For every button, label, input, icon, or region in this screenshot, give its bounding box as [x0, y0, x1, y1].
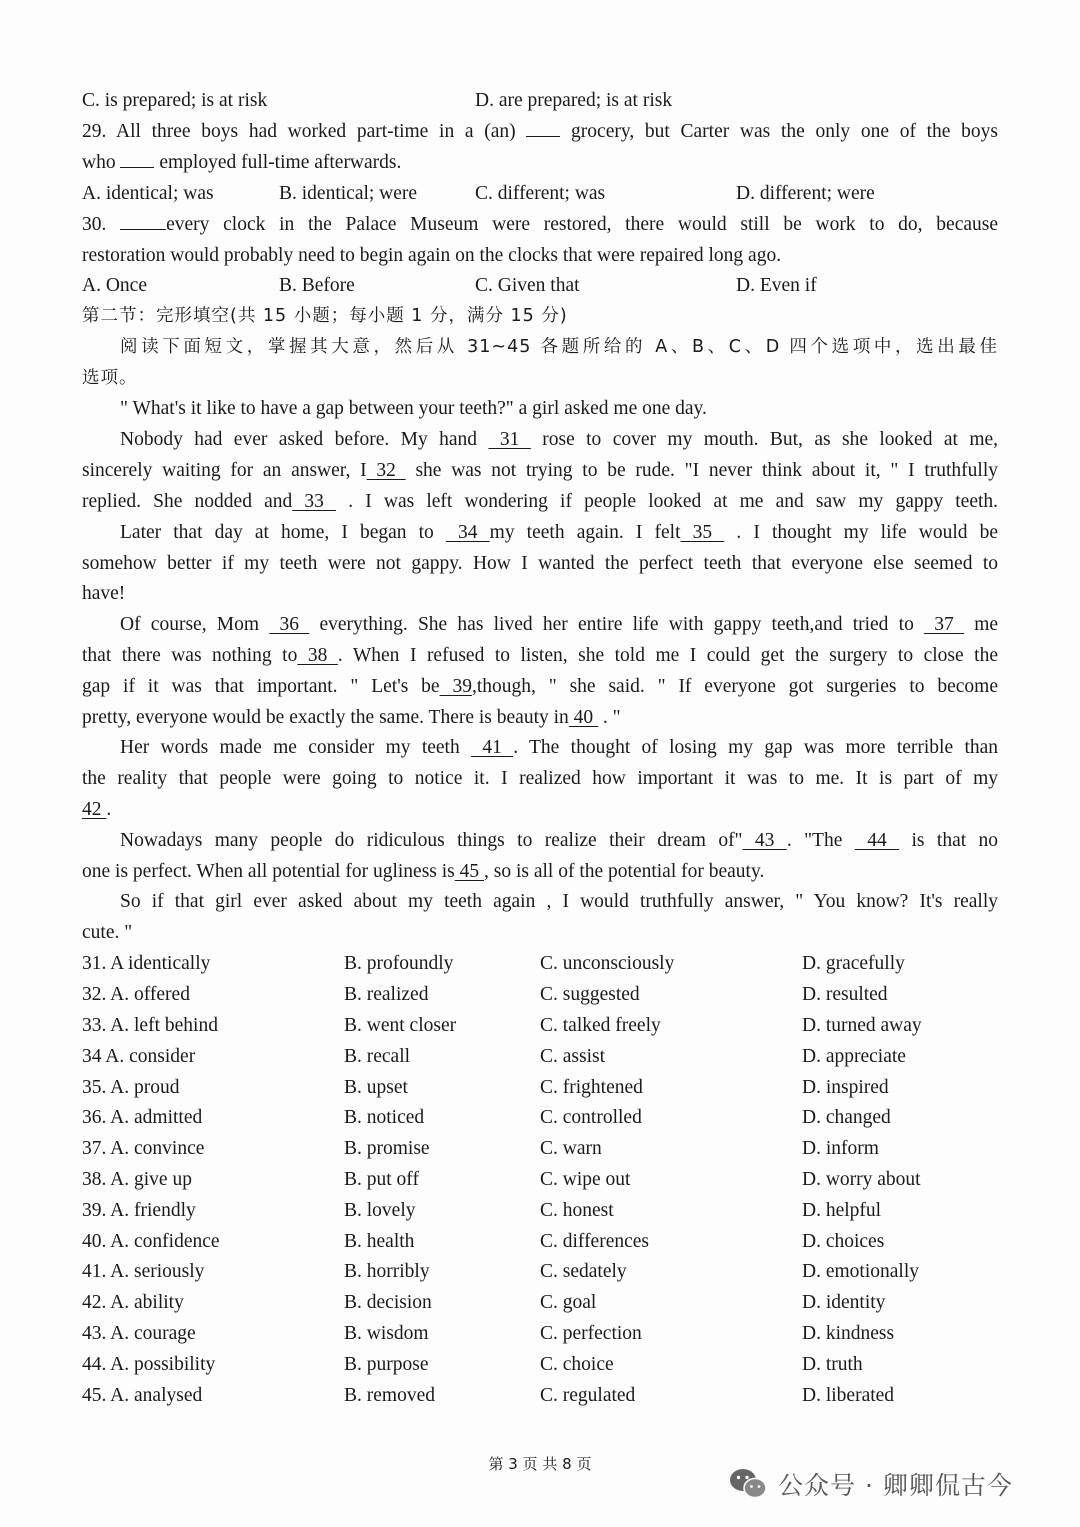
q30-stem-line2: restoration would probably need to begin again on the clocks that were repaired long ago. [82, 245, 782, 266]
option-40-a: 40. A. confidence [82, 1231, 220, 1252]
blank-33: 33 [292, 491, 337, 512]
option-43-d: D. kindness [802, 1323, 895, 1344]
q29-stem-line2: who employed full-time afterwards. [82, 147, 998, 178]
blank-35: 35 [680, 522, 725, 543]
option-34-b: B. recall [344, 1046, 411, 1067]
q28-option-c: C. is prepared; is at risk [82, 90, 268, 111]
option-41-a: 41. A. seriously [82, 1261, 205, 1282]
option-39-a: 39. A. friendly [82, 1200, 196, 1221]
blank-39: 39 [439, 676, 472, 697]
option-45-d: D. liberated [802, 1385, 895, 1406]
option-31-c: C. unconsciously [540, 953, 675, 974]
watermark-text: 公众号 · 卿卿侃古今 [778, 1471, 1013, 1500]
blank-31: 31 [488, 429, 531, 450]
option-39-b: B. lovely [344, 1200, 416, 1221]
passage-line-17: So if that girl ever asked about my teeth again , I would truthfully answer, " You know? It's really [120, 891, 998, 912]
option-37-a: 37. A. convince [82, 1138, 205, 1159]
option-33-a: 33. A. left behind [82, 1015, 218, 1036]
option-44-d: D. truth [802, 1354, 863, 1375]
option-40-b: B. health [344, 1231, 415, 1252]
q30-option-d: D. Even if [736, 275, 817, 296]
blank-44: 44 [854, 830, 900, 851]
option-35-c: C. frightened [540, 1077, 643, 1098]
option-43-c: C. perfection [540, 1323, 642, 1344]
passage-line-14: 42 . [82, 799, 112, 820]
passage-line-8: Of course, Mom 36 everything. She has lived her entire life with gappy teeth,and tried to 37 me [120, 614, 999, 635]
option-41-c: C. sedately [540, 1261, 627, 1282]
option-43-b: B. wisdom [344, 1323, 429, 1344]
option-38-a: 38. A. give up [82, 1169, 192, 1190]
q29-option-c: C. different; was [475, 183, 606, 204]
option-36-a: 36. A. admitted [82, 1107, 203, 1128]
q29-option-b: B. identical; were [279, 183, 418, 204]
option-36-d: D. changed [802, 1107, 891, 1128]
option-34-a: 34 A. consider [82, 1046, 196, 1067]
wechat-icon [728, 1467, 768, 1501]
q29-blank-1 [526, 118, 560, 137]
blank-41: 41 [471, 737, 514, 758]
option-38-b: B. put off [344, 1169, 419, 1190]
q29-option-a: A. identical; was [82, 183, 214, 204]
option-41-d: D. emotionally [802, 1261, 919, 1282]
option-35-b: B. upset [344, 1077, 408, 1098]
option-40-c: C. differences [540, 1231, 650, 1252]
blank-45: 45 [454, 861, 484, 882]
option-43-a: 43. A. courage [82, 1323, 196, 1344]
blank-43: 43 [742, 830, 787, 851]
option-44-a: 44. A. possibility [82, 1354, 216, 1375]
option-42-d: D. identity [802, 1292, 886, 1313]
watermark [728, 1464, 1013, 1504]
q29-stem-line1: 29. All three boys had worked part-time in a (an) grocery, but Carter was the only one of the boys [82, 116, 998, 147]
option-42-b: B. decision [344, 1292, 432, 1313]
q29-blank-2 [120, 149, 154, 168]
option-42-c: C. goal [540, 1292, 597, 1313]
passage-line-5: Later that day at home, I began to 34 my teeth again. I felt 35 . I thought my life would be [120, 522, 999, 543]
option-37-b: B. promise [344, 1138, 430, 1159]
q29-option-d: D. different; were [736, 183, 875, 204]
option-33-d: D. turned away [802, 1015, 922, 1036]
option-39-c: C. honest [540, 1200, 614, 1221]
option-38-c: C. wipe out [540, 1169, 631, 1190]
option-33-b: B. went closer [344, 1015, 457, 1036]
option-44-c: C. choice [540, 1354, 614, 1375]
section2-instructions-line1: 阅读下面短文，掌握其大意，然后从 31~45 各题所给的 A、B、C、D 四个选项中，选出最佳 [120, 337, 998, 357]
option-45-b: B. removed [344, 1385, 435, 1406]
option-31-d: D. gracefully [802, 953, 905, 974]
q30-option-b: B. Before [279, 275, 355, 296]
option-34-c: C. assist [540, 1046, 606, 1067]
blank-36: 36 [269, 614, 310, 635]
option-36-c: C. controlled [540, 1107, 642, 1128]
passage-line-6: somehow better if my teeth were not gappy. How I wanted the perfect teeth that everyone else seemed to [82, 553, 998, 574]
option-37-d: D. inform [802, 1138, 879, 1159]
blank-38: 38 [297, 645, 338, 666]
option-31-b: B. profoundly [344, 953, 454, 974]
passage-line-1: " What's it like to have a gap between your teeth?" a girl asked me one day. [120, 398, 707, 419]
passage-line-9: that there was nothing to 38 . When I refused to listen, she told me I could get the surgery to close the [82, 645, 998, 666]
q30-option-a: A. Once [82, 275, 147, 296]
option-33-c: C. talked freely [540, 1015, 661, 1036]
blank-42: 42 [82, 799, 107, 820]
option-32-a: 32. A. offered [82, 984, 190, 1005]
option-39-d: D. helpful [802, 1200, 882, 1221]
q30-stem-line1: 30. every clock in the Palace Museum were restored, there would still be work to do, because [82, 209, 998, 240]
section2-heading: 第二节：完形填空(共 15 小题；每小题 1 分，满分 15 分) [82, 306, 568, 326]
option-35-a: 35. A. proud [82, 1077, 180, 1098]
option-35-d: D. inspired [802, 1077, 889, 1098]
blank-34: 34 [445, 522, 490, 543]
passage-line-12: Her words made me consider my teeth 41 . The thought of losing my gap was more terrible than [120, 737, 999, 758]
section2-instructions-line2: 选项。 [82, 368, 138, 388]
passage-line-2: Nobody had ever asked before. My hand 31 rose to cover my mouth. But, as she looked at me, [120, 429, 999, 450]
passage-line-11: pretty, everyone would be exactly the same. There is beauty in 40 . " [82, 707, 621, 728]
passage-line-18: cute. " [82, 922, 133, 943]
option-31-a: 31. A identically [82, 953, 211, 974]
passage-line-3: sincerely waiting for an answer, I 32 she was not trying to be rude. "I never think about it, " I truthfully [82, 460, 999, 481]
passage-line-16: one is perfect. When all potential for ugliness is 45 , so is all of the potential for beauty. [82, 861, 765, 882]
passage-line-13: the reality that people were going to notice it. I realized how important it was to me. It is part of my [82, 768, 998, 789]
option-34-d: D. appreciate [802, 1046, 906, 1067]
option-40-d: D. choices [802, 1231, 885, 1252]
option-37-c: C. warn [540, 1138, 602, 1159]
option-45-c: C. regulated [540, 1385, 636, 1406]
option-32-b: B. realized [344, 984, 429, 1005]
option-38-d: D. worry about [802, 1169, 921, 1190]
option-42-a: 42. A. ability [82, 1292, 184, 1313]
passage-line-15: Nowadays many people do ridiculous things to realize their dream of" 43 . "The 44 is that no [120, 830, 999, 851]
option-32-c: C. suggested [540, 984, 640, 1005]
option-45-a: 45. A. analysed [82, 1385, 203, 1406]
blank-32: 32 [366, 460, 406, 481]
option-32-d: D. resulted [802, 984, 888, 1005]
passage-line-4: replied. She nodded and 33 . I was left wondering if people looked at me and saw my gappy teeth. [82, 491, 999, 512]
passage-line-10: gap if it was that important. " Let's be 39,though, " she said. " If everyone got surgeries to become [82, 676, 998, 697]
passage-line-7: have! [82, 583, 126, 604]
option-36-b: B. noticed [344, 1107, 425, 1128]
blank-40: 40 [568, 707, 599, 728]
page-footer: 第 3 页 共 8 页 [488, 1455, 592, 1473]
blank-37: 37 [924, 614, 965, 635]
option-41-b: B. horribly [344, 1261, 430, 1282]
q30-blank [120, 211, 166, 230]
q28-option-d: D. are prepared; is at risk [475, 90, 673, 111]
q30-option-c: C. Given that [475, 275, 580, 296]
option-44-b: B. purpose [344, 1354, 429, 1375]
